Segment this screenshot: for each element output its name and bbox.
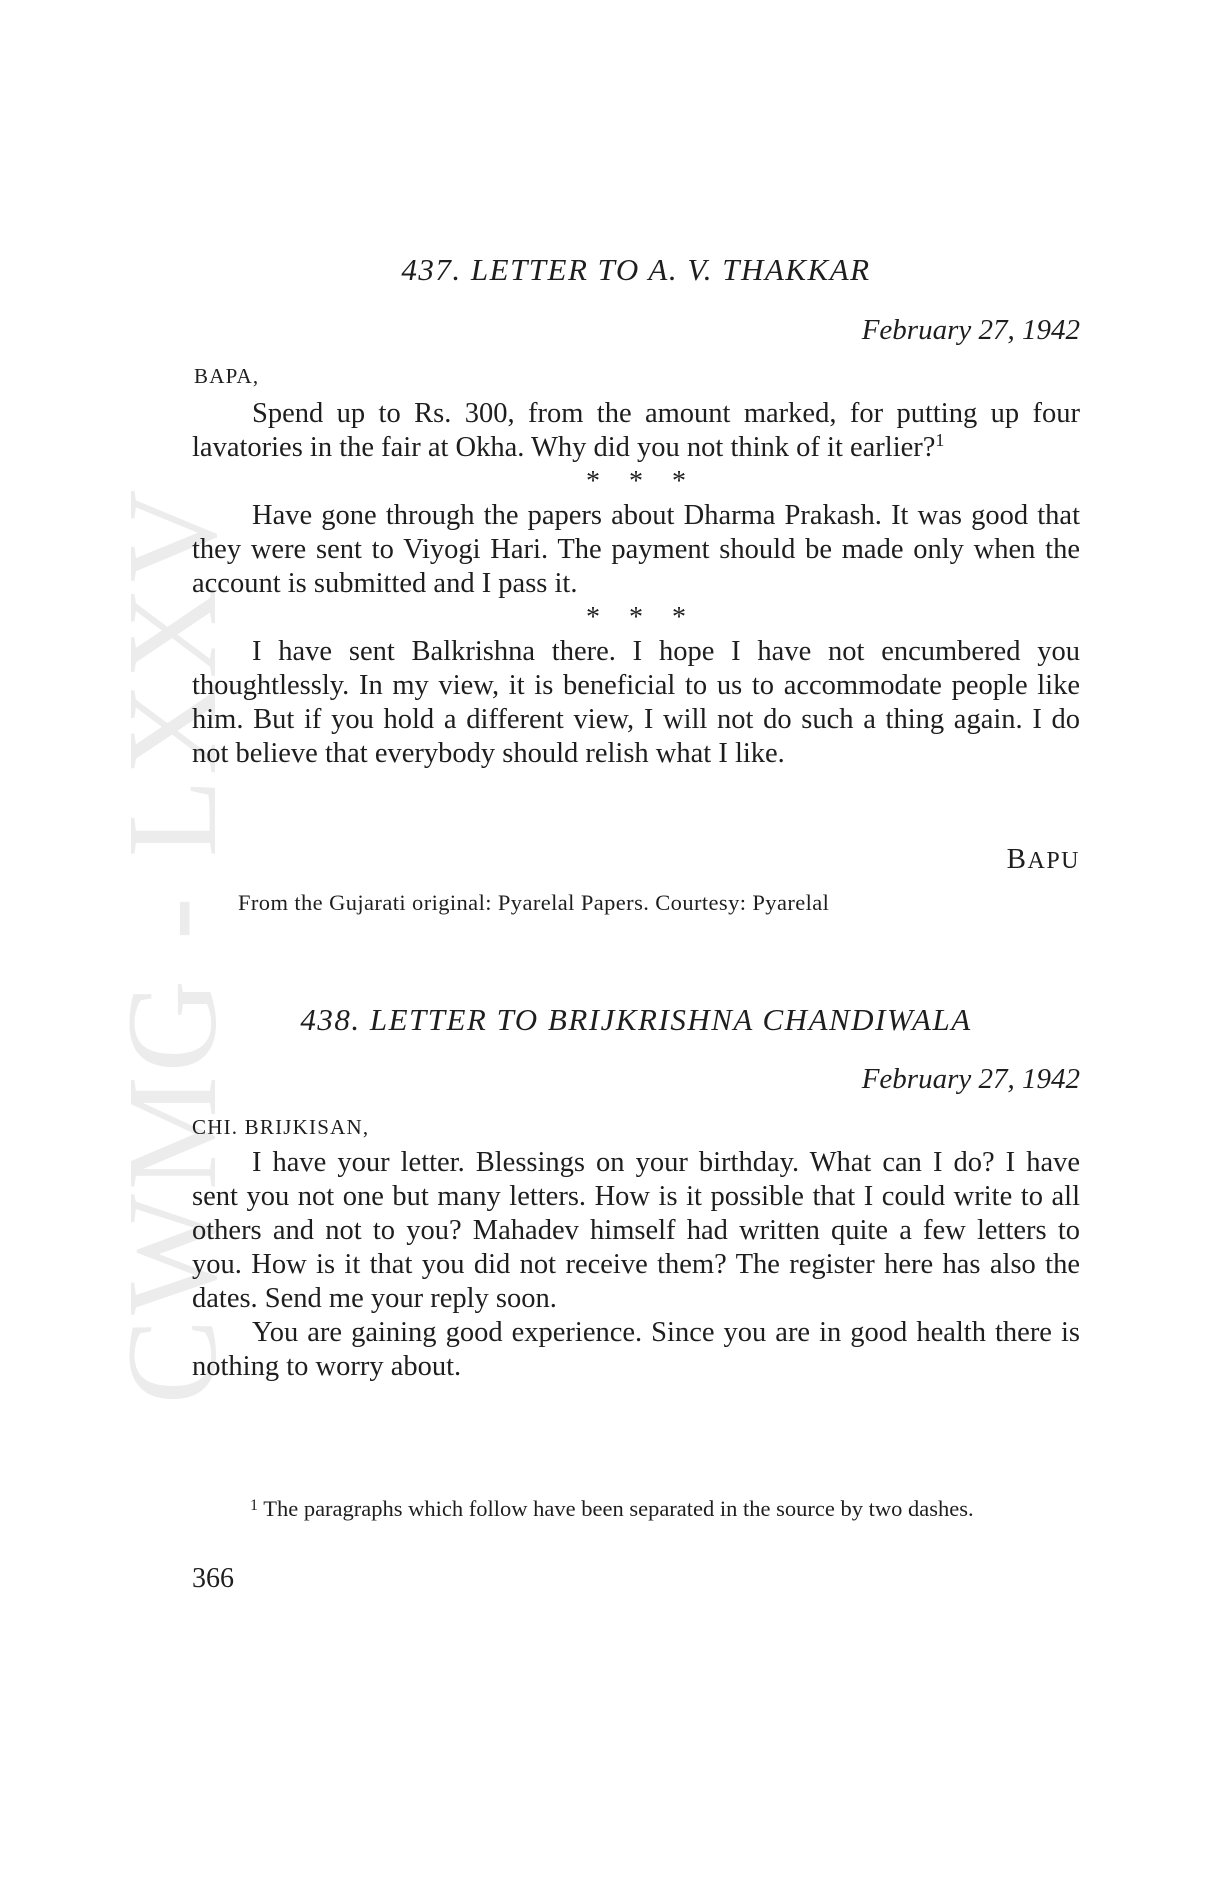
signature-initial: B [1006,843,1028,875]
letter-437-para-2: Have gone through the papers about Dharma Prakash. It was good that they were sent to Viyogi Hari. The payment should be made only when the account is submitted and I pass it. [192,500,1080,599]
signature-rest: APU [1027,848,1080,874]
footnote [192,1491,1080,1524]
letter-437-heading: 437. LETTER TO A. V. THAKKAR [401,252,871,287]
letter-437-salutation: BAPA, [194,364,260,388]
separator-stars-2: * * * [586,602,686,633]
letter-438-date: February 27, 1942 [861,1063,1080,1095]
letter-437-date: February 27, 1942 [861,314,1080,346]
letter-438-para-2: You are gaining good experience. Since you are in good health there is nothing to worry about. [192,1317,1080,1382]
source-note: From the Gujarati original: Pyarelal Papers. Courtesy: Pyarelal [238,890,830,915]
letter-438-body [192,1146,1080,1384]
letter-438-heading: 438. LETTER TO BRIJKRISHNA CHANDIWALA [300,1002,972,1037]
footnote-text [192,1491,1080,1524]
footnote-body: The paragraphs which follow have been separated in the source by two dashes. [263,1496,974,1521]
signature-bapu [1007,843,1080,876]
letter-437-para-1-text: Spend up to Rs. 300, from the amount marked, for putting up four lavatories in the fair at Okha. Why did you not think of it earlier? [192,398,1080,463]
letter-437-para-3: I have sent Balkrishna there. I hope I have not encumbered you thoughtlessly. In my view, it is beneficial to us to accommodate people like him. But if you hold a different view, I will not do such a thing again. I do not believe that everybody should relish what I like. [192,636,1080,769]
page-number: 366 [192,1563,234,1594]
letter-438-salutation: CHI. BRIJKISAN, [192,1115,370,1139]
letter-437-body [192,397,1080,771]
letter-437-para-1 [192,397,1080,465]
watermark-text: CWMG - LXXV [101,485,243,1405]
footnote-reference: 1 [935,430,945,450]
separator-stars-1: * * * [586,466,686,497]
footnote-marker: 1 [250,1497,258,1514]
letter-438-para-1: I have your letter. Blessings on your birthday. What can I do? I have sent you not one but many letters. How is it possible that I could write to all others and not to you? Mahadev himself had written quite a few letters to you. How is it that you did not receive them? The register here has also the dates. Send me your reply soon. [192,1147,1080,1314]
